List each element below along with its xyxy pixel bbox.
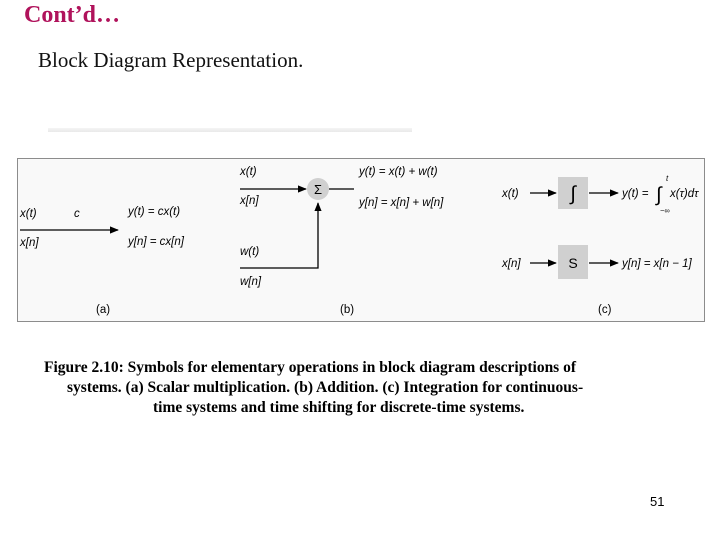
- caption-line-1: Figure 2.10: Symbols for elementary operations in block diagram descriptions of: [44, 359, 577, 376]
- panel-b-input-ct: x(t): [240, 166, 257, 178]
- panel-a-output-dt: y[n] = cx[n]: [128, 236, 184, 248]
- panel-c-integrator-input: x(t): [502, 188, 519, 200]
- sum-symbol: Σ: [313, 182, 323, 197]
- block-diagram-svg: [18, 159, 704, 321]
- panel-a-input-dt: x[n]: [20, 237, 39, 249]
- panel-b-second-input-ct: w(t): [240, 246, 260, 258]
- panel-b-input-dt: x[n]: [240, 195, 259, 207]
- page-number: 51: [650, 494, 665, 509]
- panel-b-output-dt: y[n] = x[n] + w[n]: [359, 197, 444, 209]
- integral-expression: x(τ)dτ: [670, 188, 699, 200]
- divider: [48, 128, 412, 132]
- shift-symbol: S: [568, 255, 578, 271]
- panel-c-integrator-output: y(t) =: [622, 188, 649, 200]
- panel-a-scalar-multiplication: [19, 206, 185, 316]
- panel-a-label: (a): [96, 304, 111, 316]
- integral-sign: ∫: [656, 184, 662, 206]
- integral-lower-limit: −∞: [660, 206, 670, 215]
- panel-b-addition: [239, 166, 444, 316]
- panel-c-shift-output: y[n] = x[n − 1]: [622, 258, 692, 270]
- panel-c-label: (c): [598, 304, 612, 316]
- figure-caption: [40, 358, 680, 418]
- slide-subtitle: Block Diagram Representation.: [38, 48, 304, 72]
- panel-c-integration-shift: [501, 174, 699, 316]
- panel-a-output-ct: y(t) = cx(t): [128, 206, 181, 218]
- panel-b-second-input-arrow: [240, 203, 318, 268]
- integral-upper-limit: t: [666, 174, 669, 183]
- slide-title: Cont’d…: [24, 2, 121, 28]
- panel-a-gain-label: c: [74, 208, 80, 220]
- caption-line-2: systems. (a) Scalar multiplication. (b) Addition. (c) Integration for continuous-: [67, 379, 584, 396]
- panel-b-output-ct: y(t) = x(t) + w(t): [359, 166, 438, 178]
- integral-symbol: ∫: [570, 183, 576, 205]
- block-diagram-figure: [17, 158, 705, 322]
- panel-c-shift-input: x[n]: [502, 258, 521, 270]
- panel-b-label: (b): [340, 304, 355, 316]
- panel-a-input-ct: x(t): [20, 208, 37, 220]
- caption-line-3: time systems and time shifting for discrete-time systems.: [153, 399, 525, 416]
- panel-b-second-input-dt: w[n]: [240, 276, 262, 288]
